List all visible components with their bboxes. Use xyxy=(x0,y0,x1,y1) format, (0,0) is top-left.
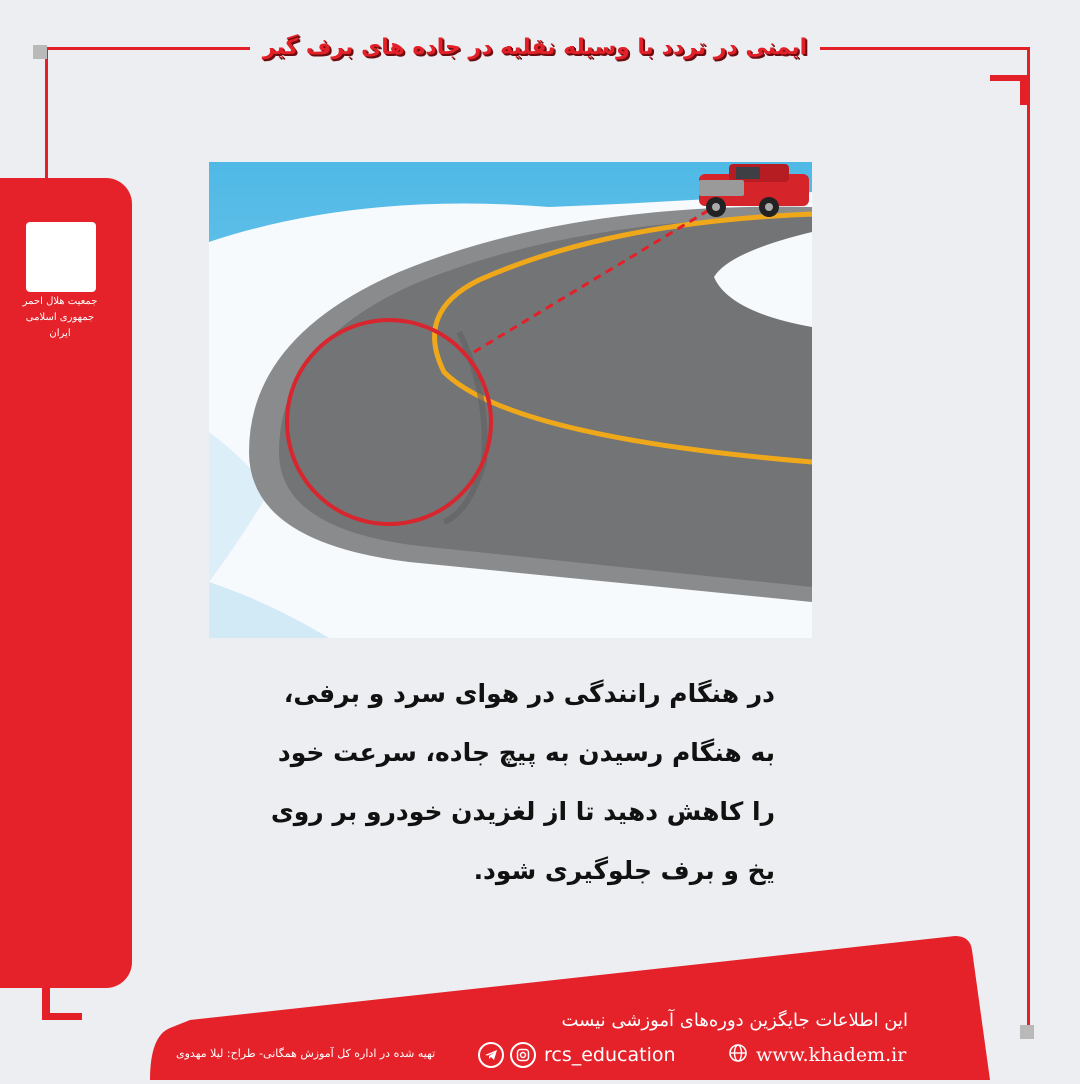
body-line-1: در هنگام رانندگی در هوای سرد و برفی، xyxy=(283,679,775,708)
frame-right xyxy=(1027,47,1030,1032)
globe-icon xyxy=(728,1043,748,1067)
logo-name-line2: جمهوری اسلامی ایران xyxy=(25,312,95,339)
instagram-icon[interactable] xyxy=(510,1042,536,1068)
frame-left xyxy=(45,47,48,182)
frame-top-right xyxy=(820,47,1030,50)
website-url[interactable]: www.khadem.ir xyxy=(756,1044,907,1066)
snowy-road-truck-illustration xyxy=(209,162,812,638)
frame-corner-bottom-left-h xyxy=(42,1013,82,1020)
body-line-2: به هنگام رسیدن به پیچ جاده، سرعت خود xyxy=(277,738,775,767)
frame-top-left xyxy=(45,47,250,50)
frame-corner-top-right-h xyxy=(990,75,1030,81)
body-text xyxy=(230,664,775,900)
credits-text: تهیه شده در اداره کل آموزش همگانی- طراح: لیلا مهدوی xyxy=(176,1047,436,1060)
body-line-3: را کاهش دهید تا از لغزیدن خودرو بر روی xyxy=(270,797,775,826)
footer-disclaimer: این اطلاعات جایگزین دوره‌های آموزشی نیست xyxy=(561,1010,908,1031)
corner-square-top-left xyxy=(33,45,47,59)
social-links xyxy=(478,1040,676,1070)
logo-name-line1: جمعیت هلال احمر xyxy=(22,296,98,307)
logo-text xyxy=(18,294,102,342)
telegram-icon[interactable] xyxy=(478,1042,504,1068)
social-handle[interactable]: rcs_education xyxy=(544,1044,676,1066)
red-crescent-icon xyxy=(26,222,96,292)
body-line-4: یخ و برف جلوگیری شود. xyxy=(473,856,775,885)
website-link[interactable] xyxy=(728,1040,906,1070)
page-title: ایمنی در تردد با وسیله نقلیه در جاده های برف گیر xyxy=(250,28,820,68)
